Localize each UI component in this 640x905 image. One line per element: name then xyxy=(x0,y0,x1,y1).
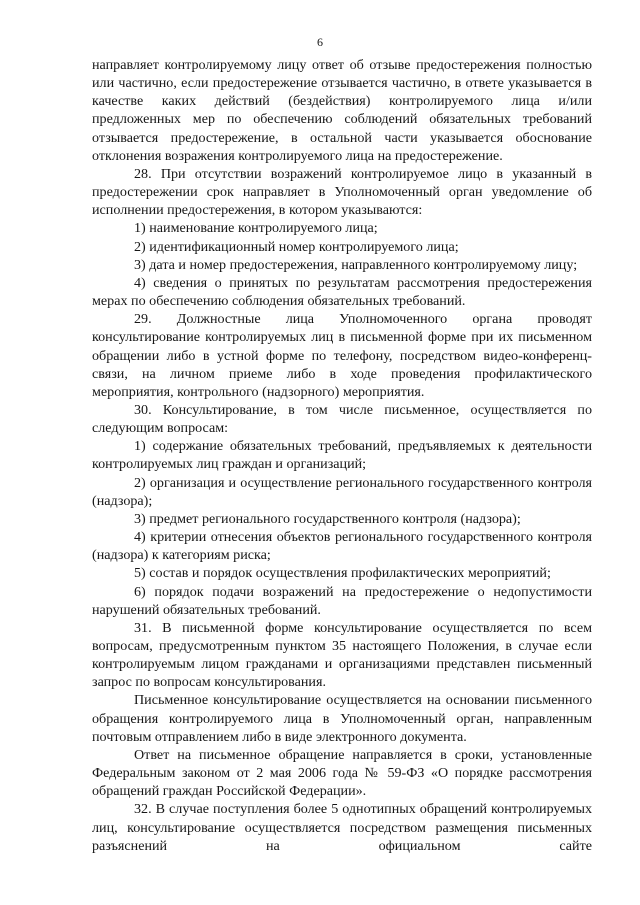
paragraph-continuation: направляет контролируемому лицу ответ об отзыве предостережения полностью или частично, если предостережение отзывается частично, в ответе указывается в качестве каких действий (бездействия) контролируемого лица и/или предложенных мер по обеспечению соблюдений обязательных требований отзывается предостережение, в остальной части указывается обоснование отклонения возражения контролируемого лица на предостережение. xyxy=(92,57,592,164)
page-number: 6 xyxy=(317,35,323,49)
list-item: 2) организация и осуществление регионального государственного контроля (надзора); xyxy=(92,474,592,509)
list-item: 4) критерии отнесения объектов регионального государственного контроля (надзора) к категориям риска; xyxy=(92,529,592,564)
list-item: 3) предмет регионального государственного контроля (надзора); xyxy=(134,510,521,527)
document-body xyxy=(92,56,592,855)
list-item: 4) сведения о принятых по результатам рассмотрения предостережения мерах по обеспечению соблюдения обязательных требований. xyxy=(92,274,592,310)
paragraph-29: 29. Должностные лица Уполномоченного органа проводят консультирование контролируемых лиц в письменной форме при их письменном обращении либо в устной форме по телефону, посредством видео-конференц-связи, на личном приеме либо в ходе проведения профилактического мероприятия, контрольного (надзорного) мероприятия. xyxy=(92,311,592,400)
list-item: 5) состав и порядок осуществления профилактических мероприятий; xyxy=(134,565,551,582)
list-item: 6) порядок подачи возражений на предостережение о недопустимости нарушений обязательных требований. xyxy=(92,583,592,618)
paragraph-30: 30. Консультирование, в том числе письменное, осуществляется по следующим вопросам: xyxy=(92,401,592,437)
list-item: 3) дата и номер предостережения, направленного контролируемому лицу; xyxy=(134,256,578,273)
list-item: 1) содержание обязательных требований, предъявляемых к деятельности контролируемых лиц граждан и организаций; xyxy=(92,438,592,473)
paragraph-28: 28. При отсутствии возражений контролируемое лицо в указанный в предостережении срок направляет в Уполномоченный орган уведомление об исполнении предостережения, в котором указываются: xyxy=(92,165,592,219)
paragraph-31: 31. В письменной форме консультирование осуществляется по всем вопросам, предусмотренным пунктом 35 настоящего Положения, в случае если контролируемым лицом гражданами и организациями представлен письменный запрос по вопросам консультирования. xyxy=(92,619,592,691)
list-item: 1) наименование контролируемого лица; xyxy=(134,220,378,237)
paragraph: Ответ на письменное обращение направляется в сроки, установленные Федеральным законом от 2 мая 2006 года № 59-ФЗ «О порядке рассмотрения обращений граждан Российской Федерации». xyxy=(92,746,592,800)
paragraph-32: 32. В случае поступления более 5 однотипных обращений контролируемых лиц, консультирование осуществляется посредством размещения письменных разъяснений на официальном сайте xyxy=(92,801,592,854)
paragraph: Письменное консультирование осуществляется на основании письменного обращения контролируемого лица в Уполномоченный орган, направленным почтовым отправлением либо в виде электронного документа. xyxy=(92,692,592,745)
list-item: 2) идентификационный номер контролируемого лица; xyxy=(134,238,459,255)
